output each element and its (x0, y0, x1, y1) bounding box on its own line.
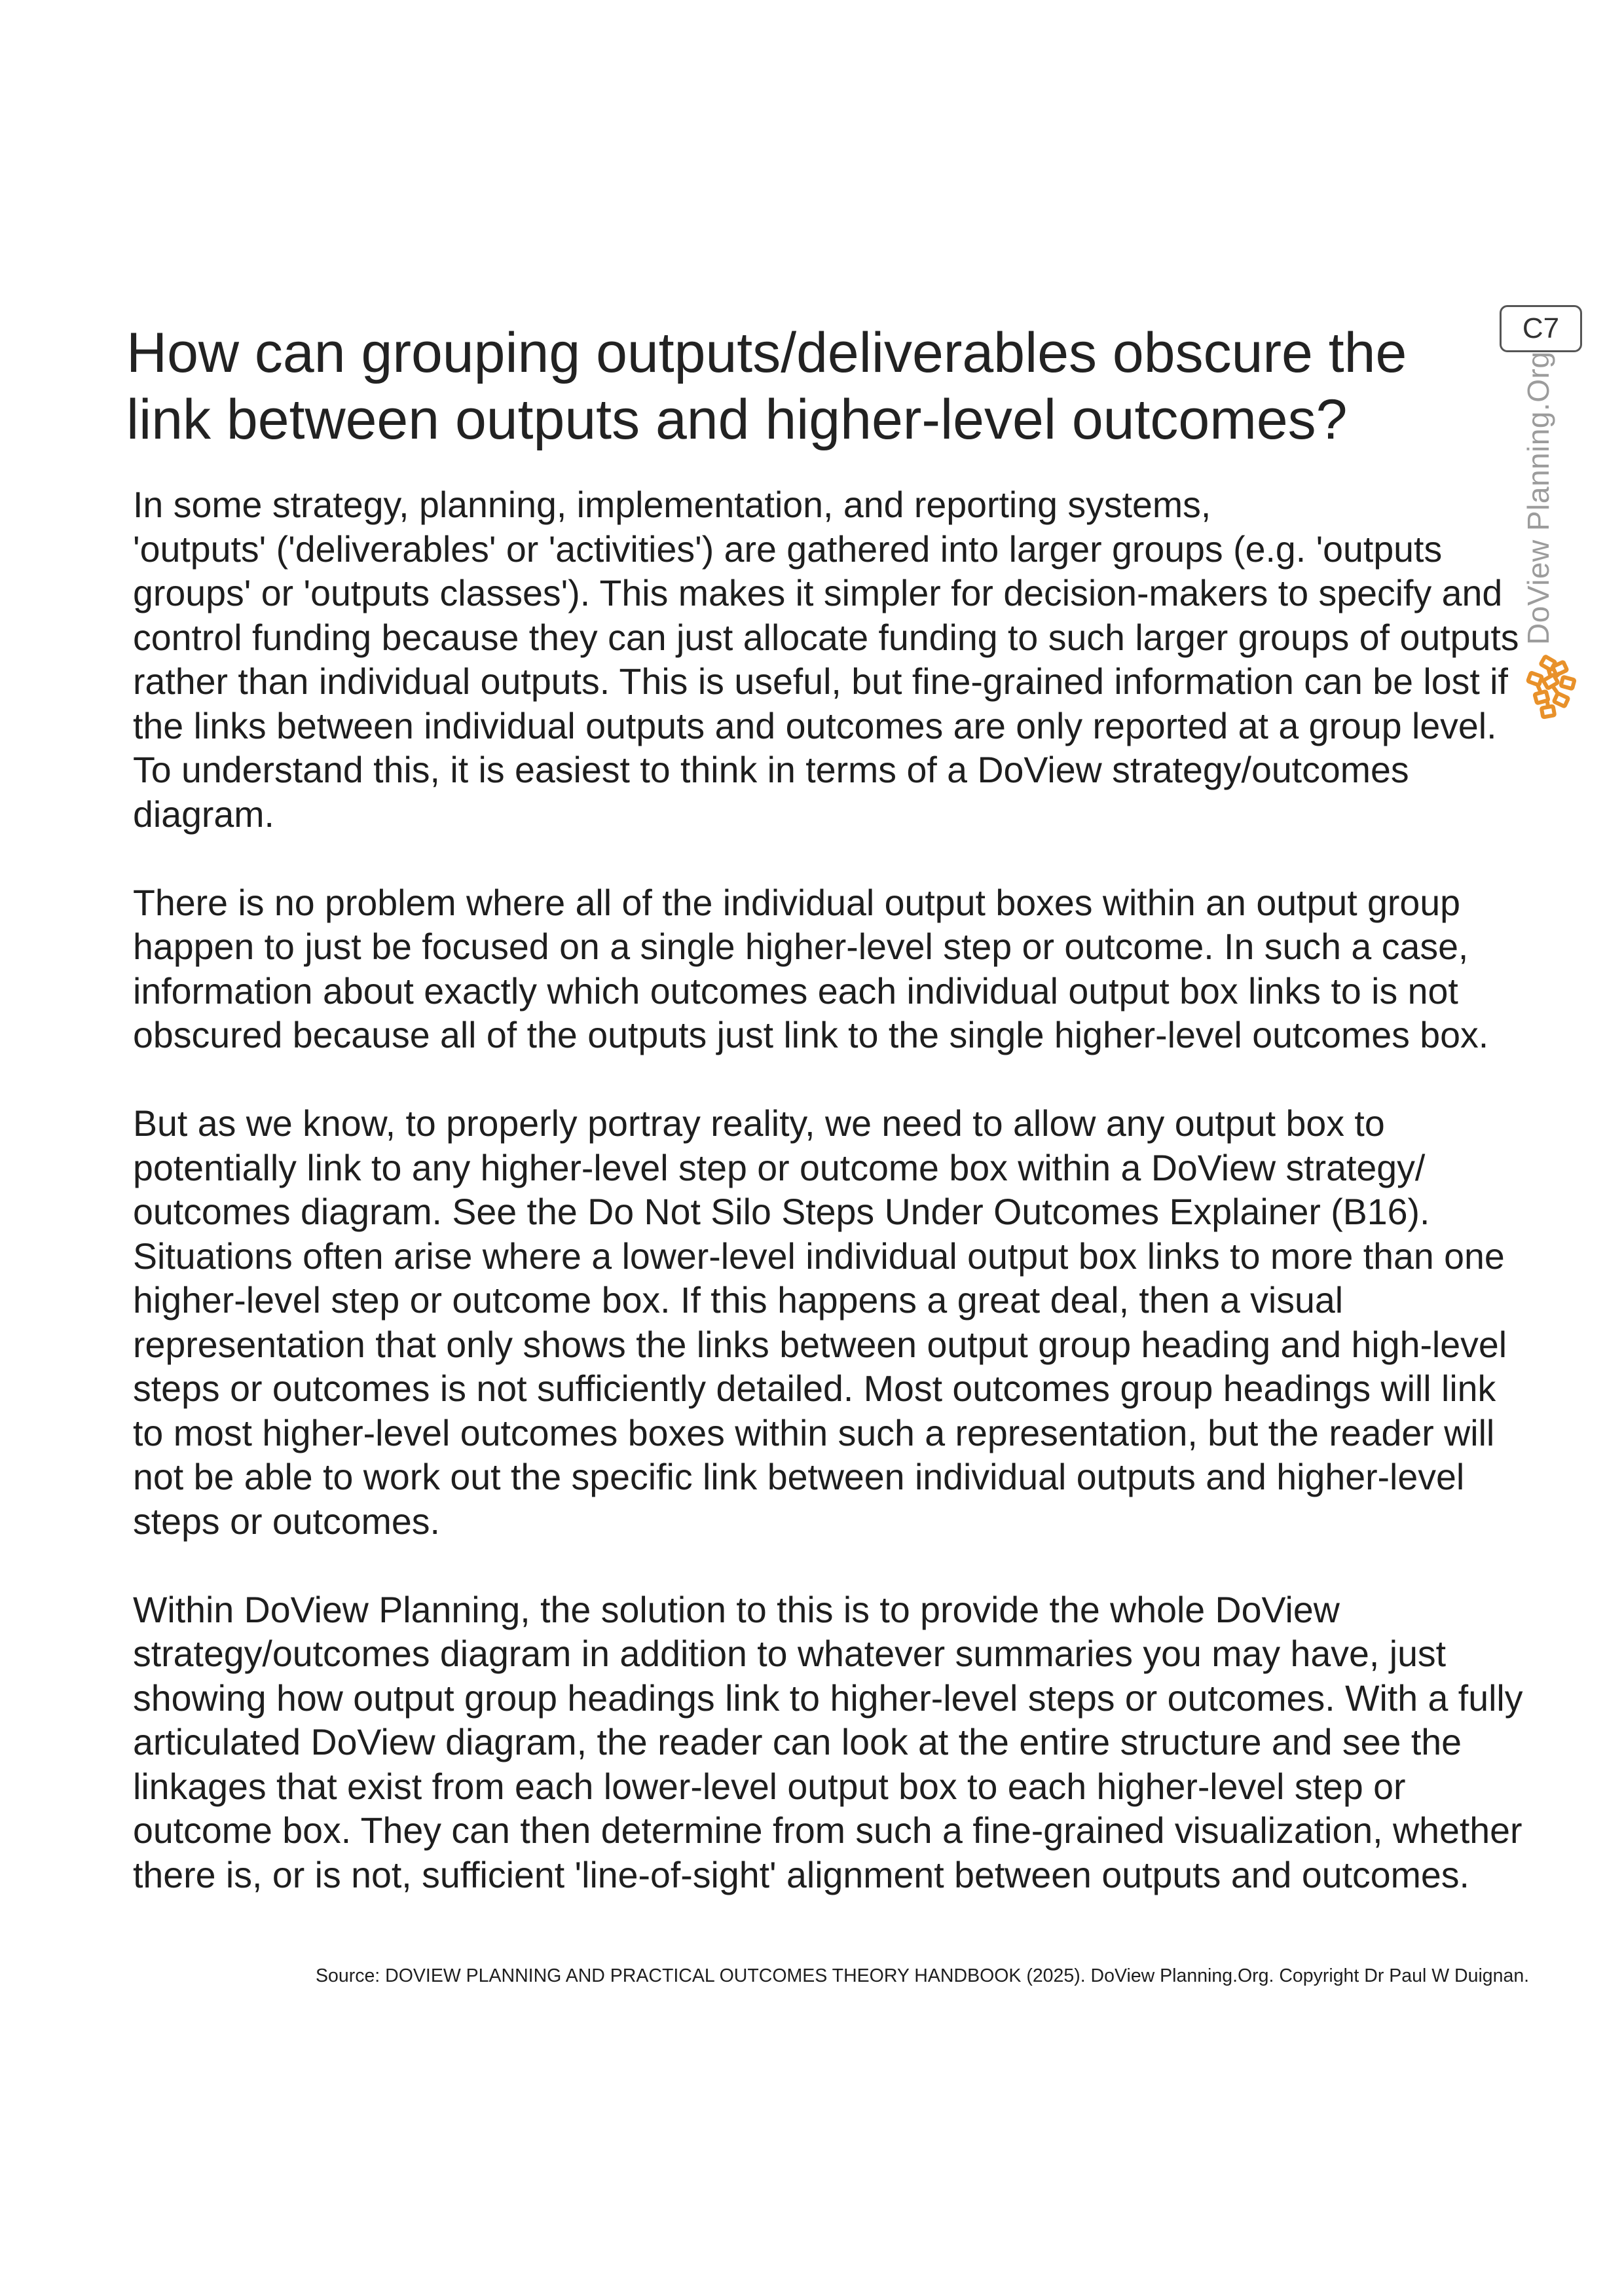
page-title: How can grouping outputs/deliverables obscure the link between outputs and higher-level outcomes? (126, 321, 1407, 451)
paragraph: Within DoView Planning, the solution to this is to provide the whole DoView strategy/outcomes diagram in addition to whatever summaries you may have, just showing how output group headings link to higher-level steps or outcomes. With a fully articulated DoView diagram, the reader can look at the entire structure and see the linkages that exist from each lower-level output box to each higher-level step or outcome box. They can then determine from such a fine-grained visualization, whether there is, or is not, sufficient 'line-of-sight' alignment between outputs and outcomes. (133, 1589, 1523, 1895)
paragraph: In some strategy, planning, implementation, and reporting systems, 'outputs' ('deliverables' or 'activities') are gathered into larger groups (e.g. 'outputs groups' or 'outputs classes'). This makes it simpler for decision-makers to specify and control funding because they can just allocate funding to such larger groups of outputs rather than individual outputs. This is useful, but fine-grained information can be lost if the links between individual outputs and outcomes are only reported at a group level. To understand this, it is easiest to think in terms of a DoView strategy/outcomes diagram. (133, 484, 1519, 835)
paragraph: But as we know, to properly portray reality, we need to allow any output box to potentially link to any higher-level step or outcome box within a DoView strategy/ outcomes diagram. See the Do Not Silo Steps Under Outcomes Explainer (B16). Situations often arise where a lower-level individual output box links to more than one higher-level step or outcome box. If this happens a great deal, then a visual representation that only shows the links between output group heading and high-level steps or outcomes is not sufficiently detailed. Most outcomes group headings will link to most higher-level outcomes boxes within such a representation, but the reader will not be able to work out the specific link between individual outputs and higher-level steps or outcomes. (133, 1103, 1507, 1542)
brand-text: DoView Planning.Org (1521, 351, 1555, 645)
source-citation: Source: DOVIEW PLANNING AND PRACTICAL OUTCOMES THEORY HANDBOOK (2025). DoView Planning.Org. Copyright Dr Paul W Duignan. (316, 1965, 1530, 1986)
paragraph: There is no problem where all of the individual output boxes within an output group happen to just be focused on a single higher-level step or outcome. In such a case, information about exactly which outcomes each individual output box links to is not obscured because all of the outputs just link to the single higher-level outcomes box. (133, 882, 1489, 1055)
section-code-badge: C7 (1500, 305, 1582, 352)
body-text (133, 483, 1524, 1942)
doview-logo-icon (1516, 655, 1581, 720)
